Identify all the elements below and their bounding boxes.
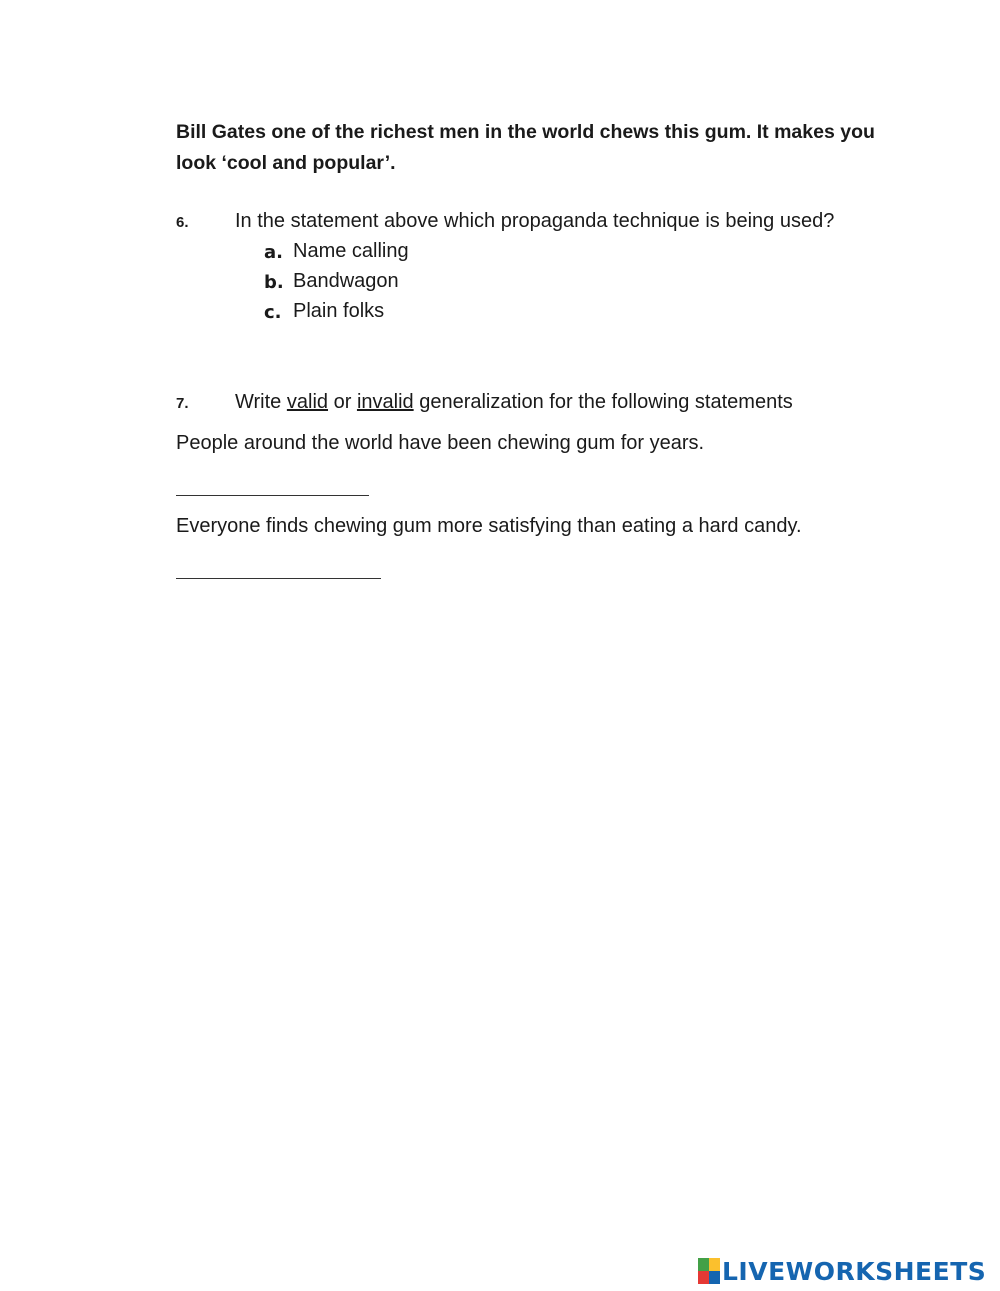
option-text: Bandwagon <box>293 270 399 292</box>
question-text: In the statement above which propaganda technique is being used? <box>235 210 835 232</box>
answer-blank-1[interactable] <box>176 495 369 496</box>
instruction-part: or <box>333 391 352 413</box>
logo-square <box>698 1271 709 1284</box>
option-letter: b. <box>264 272 284 293</box>
logo-icon <box>698 1258 720 1284</box>
option-text: Name calling <box>293 240 409 262</box>
logo-text: LIVEWORKSHEETS <box>722 1256 987 1286</box>
logo-square <box>709 1271 720 1284</box>
statement-1: People around the world have been chewing gum for years. <box>176 432 705 454</box>
word-invalid: invalid <box>356 391 414 413</box>
question-number: 6. <box>176 214 189 231</box>
passage-text: Bill Gates one of the richest men in the world chews this gum. It makes you look ‘cool and popular’. <box>176 121 875 174</box>
liveworksheets-logo <box>698 1256 986 1286</box>
statement-2: Everyone finds chewing gum more satisfying than eating a hard candy. <box>176 515 802 537</box>
option-letter: c. <box>264 302 282 323</box>
word-valid: valid <box>286 391 329 413</box>
option-letter: a. <box>264 242 283 263</box>
question-number: 7. <box>176 395 189 412</box>
question-text <box>235 391 793 414</box>
option-text: Plain folks <box>293 300 385 322</box>
instruction-part: Write <box>235 391 282 413</box>
instruction-part: generalization for the following statements <box>419 391 793 413</box>
answer-blank-2[interactable] <box>176 578 381 579</box>
logo-square <box>709 1258 720 1271</box>
logo-square <box>698 1258 709 1271</box>
